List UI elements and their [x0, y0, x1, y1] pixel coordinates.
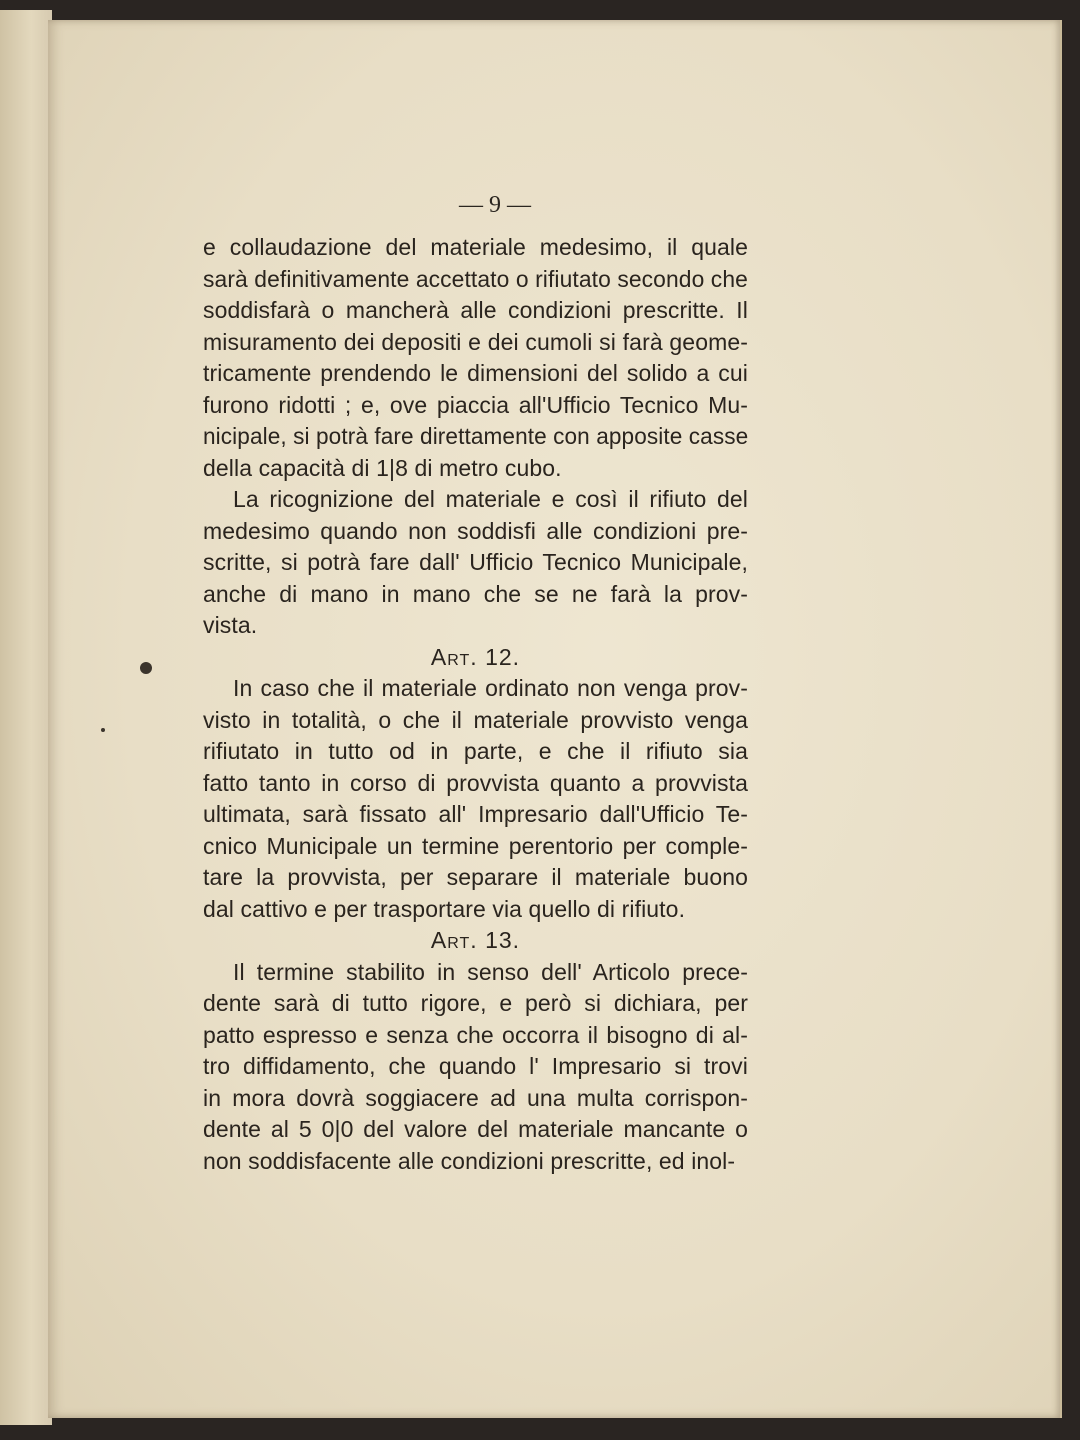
text-line: rifiutato in tutto od in parte, e che il rifiuto sia	[203, 738, 748, 764]
text-line: patto espresso e senza che occorra il bisogno di al-	[203, 1021, 748, 1048]
text-line: visto in totalità, o che il materiale provvisto venga	[203, 706, 748, 733]
paragraph	[203, 232, 748, 484]
paragraph	[203, 673, 748, 925]
body-text	[203, 232, 748, 1177]
text-line: La ricognizione del materiale e così il rifiuto del	[233, 486, 748, 512]
text-line: fatto tanto in corso di provvista quanto a provvista	[203, 769, 748, 796]
article-heading: Art. 12.	[430, 643, 521, 670]
article-heading: Art. 13.	[430, 927, 521, 953]
text-line: tare la provvista, per separare il materiale buono	[203, 864, 748, 890]
text-line: cnico Municipale un termine perentorio per comple-	[203, 832, 748, 859]
previous-page-edge	[0, 10, 52, 1425]
text-line: sarà definitivamente accettato o rifiutato secondo che	[203, 265, 748, 292]
text-line: nicipale, si potrà fare direttamente con apposite casse	[203, 423, 749, 449]
text-line: furono ridotti ; e, ove piaccia all'Ufficio Tecnico Mu-	[203, 391, 748, 418]
text-line: in mora dovrà soggiacere ad una multa corrispon-	[203, 1084, 748, 1111]
text-line: Il termine stabilito in senso dell' Articolo prece-	[233, 958, 748, 985]
text-line: non soddisfacente alle condizioni prescritte, ed inol-	[203, 1147, 736, 1174]
page-number: — 9 —	[459, 192, 531, 218]
text-line: tricamente prendendo le dimensioni del solido a cui	[203, 360, 748, 386]
paragraph	[203, 957, 748, 1178]
text-line: misuramento dei depositi e dei cumoli si farà geome-	[203, 328, 748, 355]
ink-spot	[101, 728, 105, 732]
text-line: anche di mano in mano che se ne farà la prov-	[203, 580, 748, 607]
text-line: In caso che il materiale ordinato non venga prov-	[233, 675, 748, 701]
text-line: soddisfarà o mancherà alle condizioni prescritte. Il	[203, 297, 748, 323]
book-page	[48, 20, 1062, 1418]
text-line: della capacità di 1|8 di metro cubo.	[203, 454, 562, 481]
text-line: medesimo quando non soddisfi alle condizioni pre-	[203, 517, 748, 544]
text-line: dal cattivo e per trasportare via quello di rifiuto.	[203, 895, 686, 922]
text-line: tro diffidamento, che quando l' Impresario si trovi	[203, 1053, 748, 1079]
paragraph	[203, 484, 748, 642]
text-line: ultimata, sarà fissato all' Impresario dall'Ufficio Te-	[203, 801, 748, 827]
text-line: scritte, si potrà fare dall' Ufficio Tecnico Municipale,	[203, 549, 748, 575]
text-line: dente al 5 0|0 del valore del materiale mancante o	[203, 1116, 748, 1142]
text-line: dente sarà di tutto rigore, e però si dichiara, per	[203, 990, 748, 1016]
text-line: e collaudazione del materiale medesimo, il quale	[203, 234, 748, 260]
ink-spot	[140, 662, 152, 674]
text-line: vista.	[203, 612, 258, 638]
